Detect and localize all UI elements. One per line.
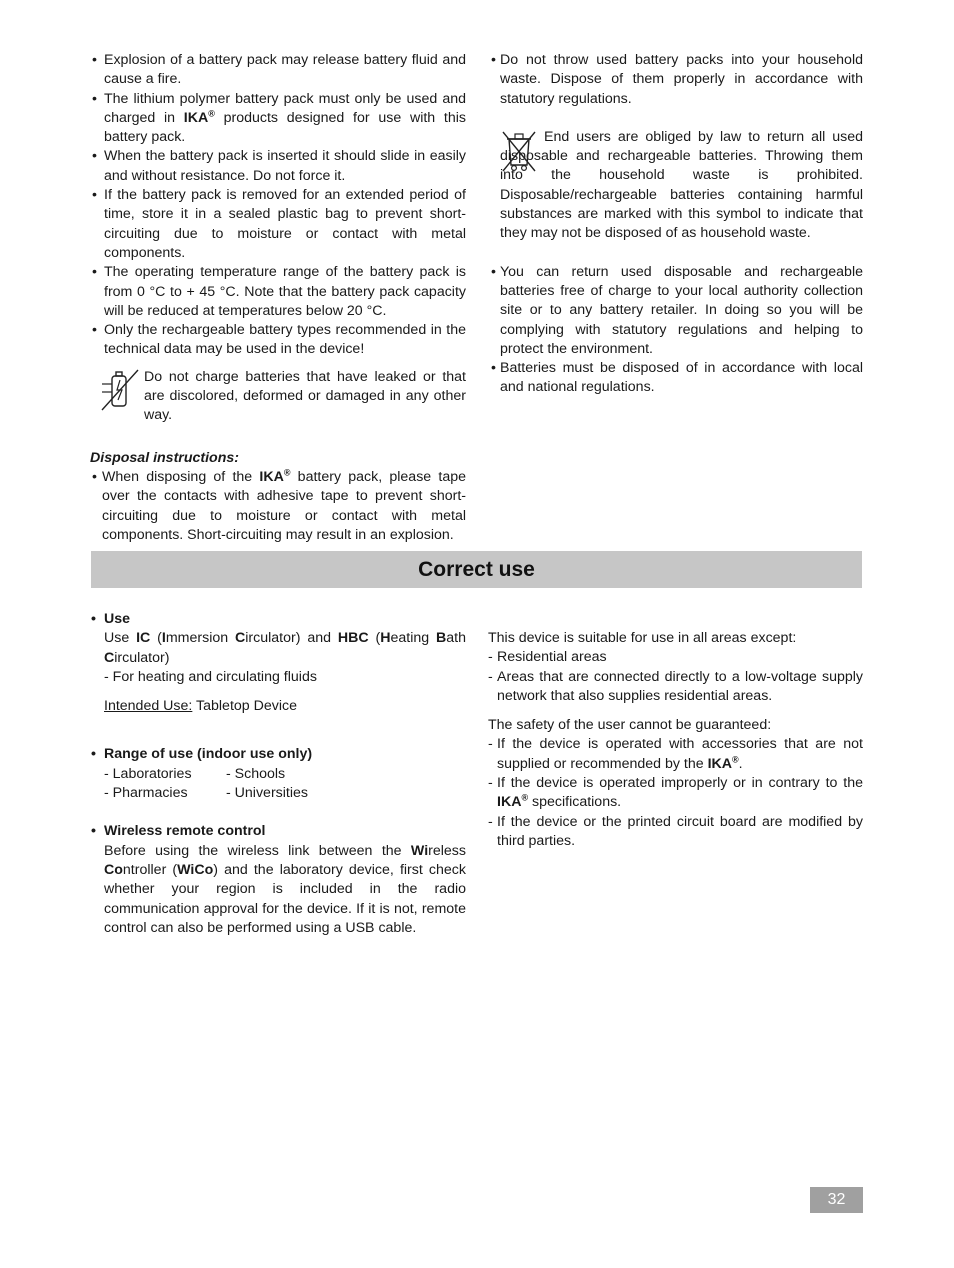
bullet-item: • Do not throw used battery packs into your household waste. Dispose of them properly in accordance with statutory regulations. (489, 51, 863, 109)
section-banner (91, 551, 862, 588)
bullet-item: • Batteries must be disposed of in accordance with local and national regulations. (489, 359, 863, 398)
bullet-item: • Explosion of a battery pack may release battery fluid and cause a fire. (90, 51, 466, 90)
bullet-item: • You can return used disposable and rechargeable batteries free of charge to your local authority collection site or to any battery retailer. In doing so you will be complying with statutory regulations and helping to protect the environment. (489, 263, 863, 359)
range-row: - Laboratories - Schools (104, 765, 286, 782)
bullet-item: • When disposing of the IKA® battery pack, please tape over the contacts with adhesive tape to prevent short-circuiting due to moisture or contact with metal components. Short-circuiting may result in an explosion. (90, 468, 466, 545)
safety-item: - If the device is operated improperly or in contrary to the IKA® specifications. (488, 774, 863, 813)
range-row: - Pharmacies - Universities (104, 785, 308, 802)
battery-disposal-column (489, 51, 863, 398)
no-charge-battery-icon (100, 368, 140, 412)
use-item: - For heating and circulating fluids (104, 668, 317, 685)
restrictions-column (488, 629, 863, 851)
page-number: 32 (810, 1187, 863, 1213)
bullet-item: • The lithium polymer battery pack must only be used and charged in IKA® products designed for use with this battery pack. (90, 90, 466, 148)
bullet-item: • The operating temperature range of the battery pack is from 0 °C to + 45 °C. Note that the battery pack capacity will be reduced at temperatures below 20 °C. (90, 263, 466, 321)
safety-item: - If the device is operated with accessories that are not supplied or recommended by the IKA®. (488, 735, 863, 774)
range-heading: • Range of use (indoor use only) (90, 745, 466, 764)
crossed-out-bin-icon (500, 129, 538, 173)
intended-use: Intended Use: Tabletop Device (104, 698, 297, 715)
suitability-intro: This device is suitable for use in all areas except: (488, 630, 797, 646)
weee-note: End users are obliged by law to return all used disposable and rechargeable batteries. Throwing them into the household waste is prohibited. Disposable/rechargeable batteries containing harmful substances are marked with this symbol to indicate that they may not be disposed of as household waste. (500, 128, 863, 242)
safety-item: - If the device or the printed circuit board are modified by third parties. (488, 813, 863, 852)
safety-intro: The safety of the user cannot be guaranteed: (488, 717, 772, 734)
bullet-item: • Only the rechargeable battery types recommended in the technical data may be used in the device! (90, 321, 466, 360)
disposal-instructions-title: Disposal instructions: (90, 449, 239, 466)
bullet-item: • When the battery pack is inserted it should slide in easily and without resistance. Do not force it. (90, 147, 466, 186)
exception-item: - Residential areas (488, 648, 863, 667)
use-column (90, 610, 466, 938)
battery-safety-column (90, 51, 466, 545)
wireless-text: Before using the wireless link between the Wireless Controller (WiCo) and the laboratory device, first check whether your region is included in the radio communication approval for the device. If it is not, remote control can also be performed using a USB cable. (104, 842, 466, 936)
use-description: Use IC (Immersion Circulator) and HBC (Heating Bath Circulator) (104, 630, 466, 666)
bullet-item: • If the battery pack is removed for an extended period of time, store it in a sealed plastic bag to prevent short-circuiting due to moisture or contact with metal components. (90, 186, 466, 263)
section-title: Correct use (418, 557, 535, 581)
no-charge-note: Do not charge batteries that have leaked or that are discolored, deformed or damaged in any other way. (90, 368, 466, 426)
use-heading: • Use (90, 610, 466, 629)
wireless-heading: • Wireless remote control (90, 822, 466, 841)
exception-item: - Areas that are connected directly to a low-voltage supply network that also supplies residential areas. (488, 668, 863, 707)
